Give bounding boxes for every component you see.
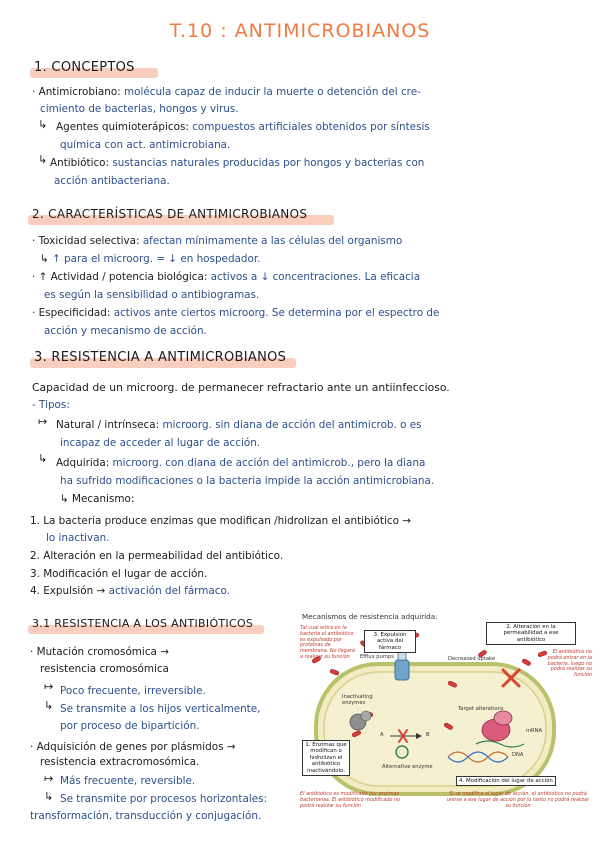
box-enzimas: 1. Enzimas que modifican o hidrolizan el antibiótico inactivándolo. xyxy=(302,740,350,776)
mecanismo-1: 1. La bacteria produce enzimas que modifican /hidrolizan el antibiótico → xyxy=(30,515,411,527)
label-decreased-uptake: Decreased uptake xyxy=(448,656,496,662)
actividad-biologica: · ↑ Actividad / potencia biológica: activos a ↓ concentraciones. La eficacia xyxy=(32,271,421,283)
especificidad: · Especificidad: activos ante ciertos microorg. Se determina por el espectro de xyxy=(32,307,440,319)
note-expulsion: Tal cual entra en la bacteria el antibiótico es expulsado por proteínas de membrana. No llegará a realizar su función xyxy=(300,625,355,660)
label-dna: DNA xyxy=(512,752,524,758)
box-expulsion: 3. Expulsión activa del fármaco xyxy=(364,630,416,653)
resistencia-natural: Natural / intrínseca: microorg. sin diana de acción del antimicrob. o es xyxy=(56,419,422,431)
box-lugar-accion: 4. Modificación del lugar de acción xyxy=(456,776,556,786)
resistencia-adquirida: Adquirida: microorg. con diana de acción del antimicrob., pero la diana xyxy=(56,457,426,469)
adquisicion-transmision: Se transmite por procesos horizontales: xyxy=(60,793,268,805)
diagram-title: Mecanismos de resistencia adquirida: xyxy=(302,612,438,621)
arrow-icon: ↦ xyxy=(44,772,54,785)
label-a: A xyxy=(380,732,384,738)
tipos-label: - Tipos: xyxy=(32,399,70,411)
section-3-heading: 3. RESISTENCIA A ANTIMICROBIANOS xyxy=(34,350,287,365)
label-target-alterations: Target alterations xyxy=(458,706,504,712)
arrow-icon: ↳ xyxy=(38,118,48,131)
arrow-icon: ↦ xyxy=(38,415,48,428)
mecanismo-3: 3. Modificación el lugar de acción. xyxy=(30,568,208,580)
section-3-1-heading: 3.1 RESISTENCIA A LOS ANTIBIÓTICOS xyxy=(32,617,254,630)
toxicidad-selectiva: · Toxicidad selectiva: afectan mínimamente a las células del organismo xyxy=(32,235,403,247)
adquisicion-frecuencia: Más frecuente, reversible. xyxy=(60,775,196,787)
def-agentes: Agentes quimioterápicos: compuestos artificiales obtenidos por síntesis xyxy=(56,121,430,133)
mecanismo-1-cont: lo inactivan. xyxy=(46,532,110,544)
adquisicion-transmision-cont: transformación, transducción y conjugación. xyxy=(30,810,262,822)
arrow-icon: ↳ xyxy=(38,153,48,166)
note-lugar-accion: Si se modifica el lugar de acción, el antibiótico no podrá unirse a ese lugar de acción por lo tanto no podrá realizar su función xyxy=(446,791,590,809)
actividad-cont: es según la sensibilidad o antibiogramas. xyxy=(44,289,260,301)
resistencia-intro: Capacidad de un microorg. de permanecer refractario ante un antiinfeccioso. xyxy=(32,381,450,394)
resistencia-cromosomica: resistencia cromosómica xyxy=(40,663,169,675)
def-antimicrobiano-cont: cimiento de bacterias, hongos y virus. xyxy=(40,103,239,115)
adquisicion-plasmidos: · Adquisición de genes por plásmidos → xyxy=(30,741,236,753)
page-title: T.10 : ANTIMICROBIANOS xyxy=(169,20,431,42)
def-antibiotico: Antibiótico: sustancias naturales producidas por hongos y bacterias con xyxy=(50,157,425,169)
resistencia-adquirida-cont: ha sufrido modificaciones o la bacteria impide la acción antimicrobiana. xyxy=(60,475,435,487)
label-b: B xyxy=(426,732,430,738)
note-enzimas: El antibiótico es modificado por enzimas bacterianas. El antibiótico modificado no podrá realizar su función xyxy=(300,791,400,809)
mutacion-cromosomica: · Mutación cromosómica → xyxy=(30,646,169,658)
mutacion-transmision: Se transmite a los hijos verticalmente, xyxy=(60,703,261,715)
resistance-mechanisms-diagram xyxy=(298,612,594,822)
label-alternative-enzyme: Alternative enzyme xyxy=(382,764,433,770)
toxicidad-cont: ↳ ↑ para el microorg. = ↓ en hospedador. xyxy=(40,253,261,265)
mecanismo-2: 2. Alteración en la permeabilidad del antibiótico. xyxy=(30,550,284,562)
mecanismo-label: ↳ Mecanismo: xyxy=(60,493,135,505)
label-inactivating-enzymes: Inactivating enzymes xyxy=(342,694,373,706)
def-antimicrobiano: · Antimicrobiano: molécula capaz de inducir la muerte o detención del cre- xyxy=(32,86,421,98)
resistencia-extracromosomica: resistencia extracromosómica. xyxy=(40,756,200,768)
mutacion-frecuencia: Poco frecuente, irreversible. xyxy=(60,685,206,697)
especificidad-cont: acción y mecanismo de acción. xyxy=(44,325,207,337)
arrow-icon: ↳ xyxy=(44,699,54,712)
label-mrna: mRNA xyxy=(526,728,543,734)
section-1-heading: 1. CONCEPTOS xyxy=(34,60,135,75)
note-permeabilidad: El antibiótico no podrá entrar en la bacteria, luego no podrá realizar su función xyxy=(547,649,592,679)
resistencia-natural-cont: incapaz de acceder al lugar de acción. xyxy=(60,437,261,449)
arrow-icon: ↳ xyxy=(44,790,54,803)
box-permeabilidad: 2. Alteración en la permeabilidad a ese antibiótico xyxy=(486,622,576,645)
arrow-icon: ↦ xyxy=(44,680,54,693)
arrow-icon: ↳ xyxy=(38,452,48,465)
mecanismo-4: 4. Expulsión → activación del fármaco. xyxy=(30,585,230,597)
def-antibiotico-cont: acción antibacteriana. xyxy=(54,175,170,187)
mutacion-transmision-cont: por proceso de bipartición. xyxy=(60,720,200,732)
section-2-heading: 2. CARACTERÍSTICAS DE ANTIMICROBIANOS xyxy=(32,207,308,221)
def-agentes-cont: química con act. antimicrobiana. xyxy=(60,139,231,151)
label-efflux-pumps: Efflux pumps xyxy=(360,654,394,660)
